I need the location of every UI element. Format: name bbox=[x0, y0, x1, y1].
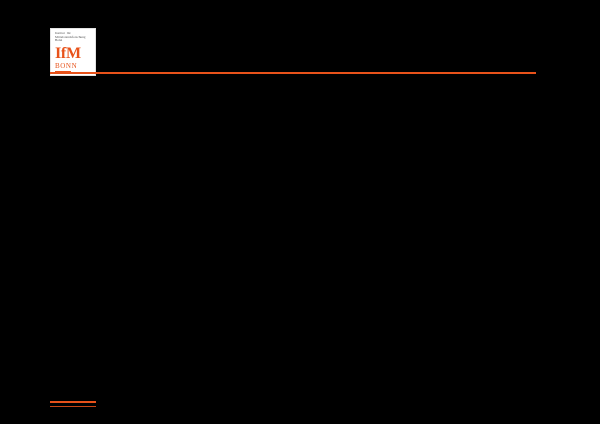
header-divider-rule bbox=[50, 72, 536, 74]
footer-divider-rule-secondary bbox=[50, 406, 96, 407]
footer-divider-rule bbox=[50, 401, 96, 403]
logo-wordmark: IfM bbox=[55, 45, 81, 62]
logo-institute-text: Institut für Mittelstandsforschung Bonn bbox=[55, 32, 86, 43]
ifm-bonn-logo bbox=[50, 28, 96, 76]
document-body bbox=[50, 95, 536, 105]
logo-subtitle: BONN bbox=[55, 62, 78, 70]
